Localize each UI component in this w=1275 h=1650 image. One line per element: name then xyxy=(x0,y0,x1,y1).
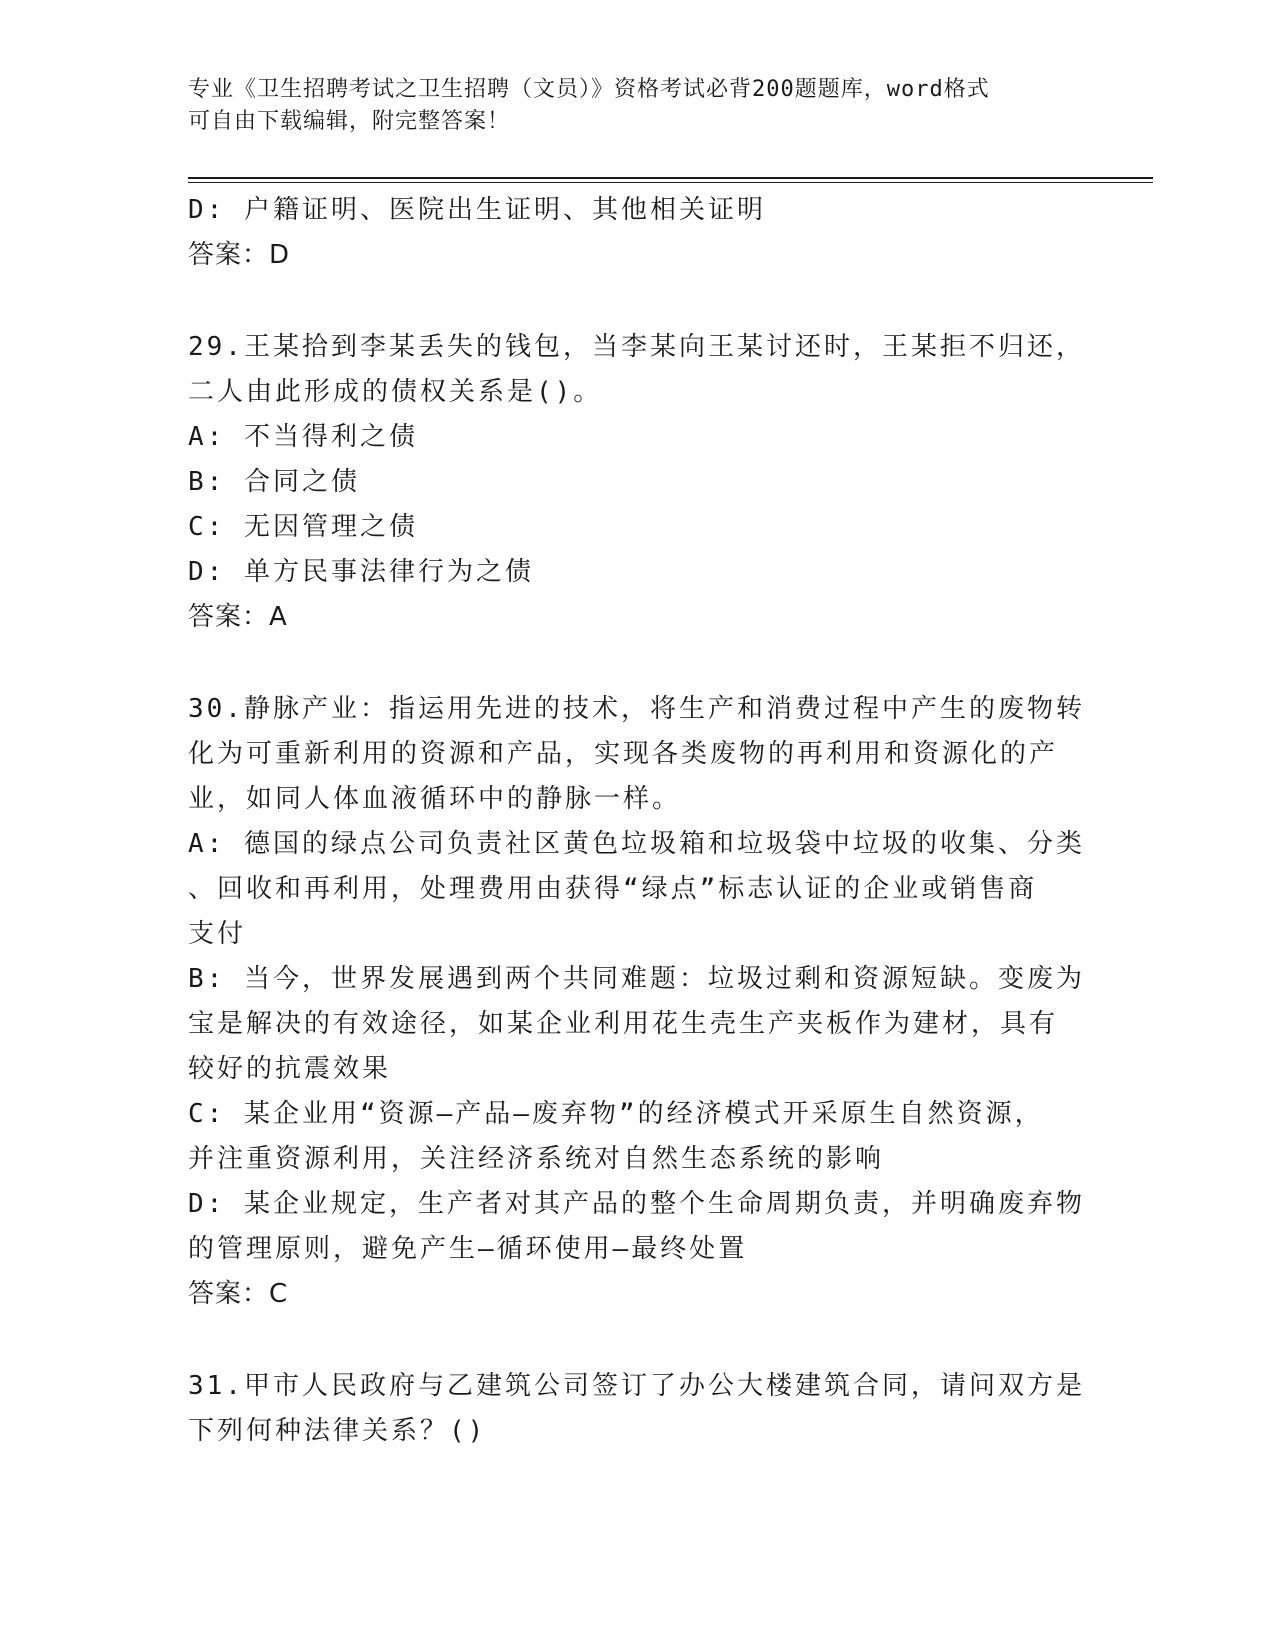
spacer xyxy=(188,278,1088,325)
option-c: C: 无因管理之债 xyxy=(188,512,418,542)
option-a: 、回收和再利用，处理费用由获得“绿点”标志认证的企业或销售商 xyxy=(188,874,1038,904)
question-30 xyxy=(188,687,1088,1317)
spacer xyxy=(188,640,1088,687)
spacer xyxy=(188,1317,1088,1364)
option-b: 宝是解决的有效途径，如某企业利用花生壳生产夹板作为建材，具有 xyxy=(188,1009,1059,1039)
option-b: B: 合同之债 xyxy=(188,467,360,497)
option-a: A: 不当得利之债 xyxy=(188,422,418,452)
question-list xyxy=(188,188,1088,1454)
question-28 xyxy=(188,188,1088,278)
option-a: 支付 xyxy=(188,919,247,949)
header-divider-thick xyxy=(188,177,1153,179)
option-d: D: 某企业规定，生产者对其产品的整个生命周期负责，并明确废弃物 xyxy=(188,1189,1085,1219)
option-b: 较好的抗震效果 xyxy=(188,1054,392,1084)
question-31 xyxy=(188,1364,1088,1454)
question-stem: 化为可重新利用的资源和产品，实现各类废物的再利用和资源化的产 xyxy=(188,739,1059,769)
question-stem: 30.静脉产业：指运用先进的技术，将生产和消费过程中产生的废物转 xyxy=(188,694,1085,724)
header-divider-thin xyxy=(188,182,1153,183)
question-29 xyxy=(188,325,1088,640)
header-title-line-1: 专业《卫生招聘考试之卫生招聘（文员）》资格考试必背200题题库，word格式 xyxy=(188,77,990,102)
option-a: A: 德国的绿点公司负责社区黄色垃圾箱和垃圾袋中垃圾的收集、分类 xyxy=(188,829,1085,859)
option-c: C: 某企业用“资源—产品—废弃物”的经济模式开采原生自然资源， xyxy=(188,1099,1044,1129)
header-title-line-2: 可自由下载编辑，附完整答案！ xyxy=(188,109,511,134)
question-stem: 二人由此形成的债权关系是()。 xyxy=(188,377,603,407)
question-stem: 下列何种法律关系？() xyxy=(188,1416,487,1446)
question-stem: 31.甲市人民政府与乙建筑公司签订了办公大楼建筑合同，请问双方是 xyxy=(188,1371,1085,1401)
option-d: D: 户籍证明、医院出生证明、其他相关证明 xyxy=(188,195,766,225)
question-stem: 业，如同人体血液循环中的静脉一样。 xyxy=(188,784,682,814)
question-stem: 29.王某拾到李某丢失的钱包，当李某向王某讨还时，王某拒不归还， xyxy=(188,332,1085,362)
answer: 答案：D xyxy=(188,240,291,270)
option-c: 并注重资源利用，关注经济系统对自然生态系统的影响 xyxy=(188,1144,885,1174)
option-b: B: 当今，世界发展遇到两个共同难题：垃圾过剩和资源短缺。变废为 xyxy=(188,964,1085,994)
answer: 答案：C xyxy=(188,1279,289,1309)
answer: 答案：A xyxy=(188,602,288,632)
option-d: D: 单方民事法律行为之债 xyxy=(188,557,534,587)
option-d: 的管理原则，避免产生—循环使用—最终处置 xyxy=(188,1234,748,1264)
document-header xyxy=(188,74,1068,138)
